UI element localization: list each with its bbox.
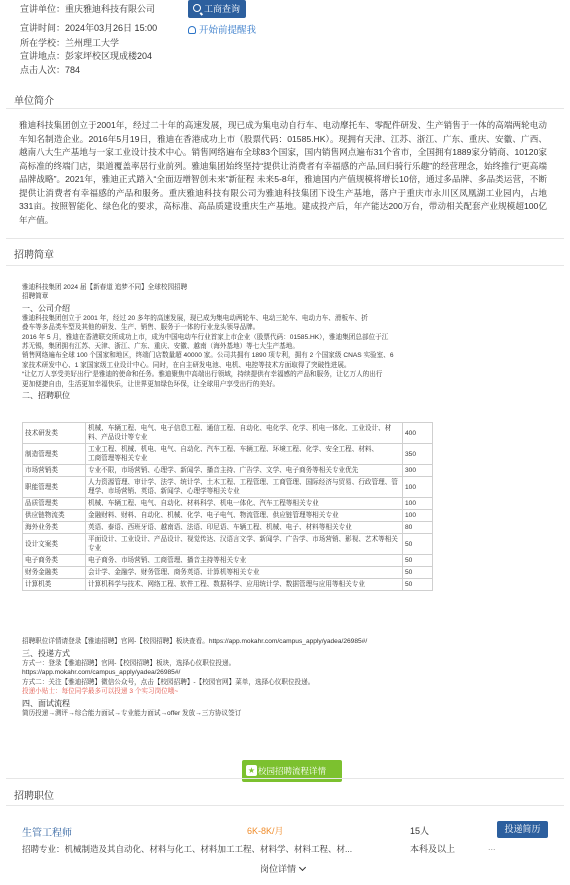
brochure-subheading: 招聘简章 — [22, 293, 49, 301]
clicks-row — [20, 64, 80, 76]
table-row — [23, 477, 433, 498]
brochure-text: 销售网络遍布全球 100 个国家和地区，终端门店数量超 40000 家。公司共拥有 1890 项专利，拥有 2 个国家级 CNAS 实验室、6 — [22, 352, 394, 360]
position-headcount: 100 — [403, 510, 433, 522]
table-row — [23, 579, 433, 591]
recruitment-brochure — [22, 283, 552, 401]
search-icon — [193, 4, 201, 12]
position-headcount: 100 — [403, 498, 433, 510]
position-headcount: 50 — [403, 567, 433, 579]
divider — [6, 238, 564, 239]
brochure-text: 招聘职位详情请登录【雅迪招聘】官网-【校园招聘】板块查看。https://app.mokahr.com/campus_apply/yadea/26985#/ — [22, 638, 368, 645]
position-category: 电子商务类 — [23, 555, 86, 567]
table-row — [23, 444, 433, 465]
chevron-down-icon — [299, 864, 306, 871]
submit-resume-button[interactable]: 投递简历 — [497, 821, 548, 838]
brochure-section-3-title: 三、投递方式 — [22, 648, 70, 658]
time-row — [20, 22, 157, 34]
remind-label: 开始前提醒我 — [199, 25, 257, 36]
position-headcount: 350 — [403, 444, 433, 465]
business-query-button[interactable] — [188, 0, 246, 18]
clicks-value: 784 — [65, 65, 81, 75]
position-headcount: 80 — [403, 522, 433, 534]
position-headcount: 400 — [403, 423, 433, 444]
table-row — [23, 534, 433, 555]
company-intro-text: 雅迪科技集团创立于2001年，经过二十年的高速发展，现已成为集电动自行车、电动摩托车、零配件研发、生产销售于一体的高端两轮电动车知名制造企业。2016年5月19日，雅迪在香港成功上市（股票代码：01585.HK）。现拥有天津、江苏、浙江、广东、重庆、安徽、广西、越南八大生产基地与一家工业设计技术中心。销售网络遍布全球83个国家，国内销售网点遍布31个省市，全国拥有1889家分销商、10120家高标准的终端门店，渠道覆盖率居行业前列。雅迪集团始终坚持“提供让消费者有幸福感的产品,回归骑行乐趣”的经营理念，始终推行“更高端品牌战略”。2021年，雅迪正式踏入“全面迈增智创未来”新征程 未来5-8年，雅迪国内产值规模将增长10倍，通过多品牌、多品类运营，不断提供让消费者有幸福感的产品和服务。重庆雅迪科技有限公司为雅迪科技集团下设生产基地，落户于重庆市永川区凤凰湖工业园内，占地331亩。按照智能化、绿色化的要求，高标准、高品质建设重庆生产基地。建成投产后，年产能达200万台，带动相关配套产业规模超100亿年产值。 — [19, 120, 547, 225]
unit-label: 宣讲单位： — [20, 4, 66, 14]
position-category: 职能管理类 — [23, 477, 86, 498]
position-category: 设计文案类 — [23, 534, 86, 555]
place-label: 宣讲地点： — [20, 51, 66, 61]
brochure-text: 方式一：登录【雅迪招聘】官网-【校园招聘】板块，选择心仪职位投递。 — [22, 659, 236, 667]
divider — [6, 108, 564, 109]
place-row — [20, 50, 152, 62]
brochure-text: 简历投递→测评→综合能力面试→专业能力面试→offer 发放→三方协议签订 — [22, 709, 242, 717]
place-value: 彭家坪校区现成楼204 — [65, 51, 153, 61]
brochure-link[interactable]: https://app.mokahr.com/campus_apply/yadea/26985#/ — [22, 669, 181, 677]
position-majors: 会计学、金融学、财务管理、商务英语、计算机等相关专业 — [86, 567, 403, 579]
unit-value: 重庆雅迪科技有限公司 — [65, 4, 156, 14]
campus-process-label: 校园招聘流程详情 — [258, 766, 327, 776]
position-category: 技术研发类 — [23, 423, 86, 444]
position-majors: 电子商务、市场营销、工商管理、播音主持等相关专业 — [86, 555, 403, 567]
position-majors: 计算机科学与技术、网络工程、软件工程、数据科学、应用统计学、数据管理与应用等相关专业 — [86, 579, 403, 591]
remind-link[interactable] — [188, 22, 256, 36]
brochure-text: “让亿万人享受美好出行”是雅迪的使命和任务。雅迪聚焦中高端出行领域，持续提供有幸福感的产品和服务，让亿万人的出行 — [22, 371, 383, 379]
job-detail-toggle[interactable] — [260, 862, 305, 875]
divider — [6, 265, 564, 266]
brochure-section-title: 招聘简章 — [14, 250, 54, 261]
unit-row — [20, 3, 155, 15]
brochure-tip: 投递小贴士：每位同学最多可以投递 3 个实习岗位哦~ — [22, 688, 179, 696]
position-majors: 专业不限，市场营销、心理学、新闻学、播音主持、广告学、文学、电子商务等相关专业优先 — [86, 465, 403, 477]
brochure-text: 家技术研发中心、1 家国家级工业设计中心。同时，在自主研发电池、电机、电控等技术方面取得了突破性进展。 — [22, 361, 351, 369]
brochure-text: 2016 年 5 月，雅迪在香港联交所成功上市，成为中国电动车行业首家上市企业（股票代码：01585.HK），雅迪集团总部位于江 — [22, 333, 389, 341]
position-headcount: 100 — [403, 477, 433, 498]
table-row — [23, 555, 433, 567]
positions-section-title: 招聘职位 — [14, 791, 54, 802]
job-majors: 招聘专业：机械制造及其自动化、材料与化工、材料加工工程、材料学、材料工程、材... — [22, 844, 353, 854]
job-title-link[interactable]: 生管工程师 — [22, 828, 72, 839]
job-headcount: 15人 — [410, 826, 430, 836]
position-majors: 人力资源管理、审计学、法学、统计学、土木工程、工程管理、工商管理、国际经济与贸易、行政管理、管理学、市场营销、英语、新闻学、心理学等相关专业 — [86, 477, 403, 498]
position-category: 供应链物流类 — [23, 510, 86, 522]
brochure-text: 更加便捷自由，生活更加幸福快乐，让世界更加绿色环保，让全球用户享受出行的美好。 — [22, 380, 280, 388]
position-headcount: 50 — [403, 579, 433, 591]
school-row — [20, 37, 119, 49]
position-majors: 平面设计、工业设计、产品设计、视觉传达、汉语言文学、新闻学、广告学、市场营销、影视、艺术等相关专业 — [86, 534, 403, 555]
position-category: 海外业务类 — [23, 522, 86, 534]
job-education: 本科及以上 — [410, 844, 456, 854]
position-majors: 机械、车辆工程、电气、电子信息工程、通信工程、自动化、电化学、化学、机电一体化、工业设计、材料、产品设计等专业 — [86, 423, 403, 444]
positions-table — [22, 422, 433, 591]
position-category: 制造管理类 — [23, 444, 86, 465]
position-category: 财务金融类 — [23, 567, 86, 579]
brochure-text: 雅迪科技集团创立于 2001 年，经过 20 多年的高速发展，现已成为集电动两轮车、电动三轮车、电动力车、滑板车、折 — [22, 314, 368, 322]
position-category: 市场营销类 — [23, 465, 86, 477]
brochure-text: 叠车等多品类车型及其他的研发、生产、销售、服务于一体的行业龙头领导品牌。 — [22, 324, 260, 332]
time-value: 2024年03月26日 15:00 — [65, 23, 158, 33]
brochure-text: 方式二：关注【雅迪招聘】微信公众号，点击【校园招聘】-【校园官网】菜单，选择心仪职位投递。 — [22, 678, 315, 686]
clicks-label: 点击人次： — [20, 65, 66, 75]
position-majors: 机械、车辆工程、电气、自动化、材料科学、机电一体化、汽车工程等相关专业 — [86, 498, 403, 510]
brochure-section-1-title: 一、公司介绍 — [22, 303, 70, 313]
time-label: 宣讲时间： — [20, 23, 66, 33]
intro-section-title: 单位简介 — [14, 96, 54, 107]
job-salary: 6K-8K/月 — [247, 826, 284, 836]
position-majors: 英语、泰语、西班牙语、越南语、法语、印尼语、车辆工程、机械、电子、材料等相关专业 — [86, 522, 403, 534]
school-label: 所在学校： — [20, 38, 66, 48]
position-headcount: 50 — [403, 555, 433, 567]
position-category: 品质管理类 — [23, 498, 86, 510]
position-majors: 金融财料、财料、自动化、机械、化学、电子电气、物流管理、供应链管理等相关专业 — [86, 510, 403, 522]
position-majors: 工业工程、机械、机电、电气、自动化、汽车工程、车辆工程、环境工程、化学、安全工程、材料、 工商管理等相关专业 — [86, 444, 403, 465]
table-row — [23, 498, 433, 510]
school-value: 兰州理工大学 — [65, 38, 120, 48]
table-row — [23, 510, 433, 522]
business-query-label: 工商查询 — [204, 4, 241, 14]
star-icon: ★ — [247, 766, 256, 775]
divider — [6, 778, 564, 779]
table-row — [23, 423, 433, 444]
table-row — [23, 522, 433, 534]
position-headcount: 300 — [403, 465, 433, 477]
brochure-section-2-title: 二、招聘职位 — [22, 391, 70, 401]
brochure-section-4-title: 四、面试流程 — [22, 698, 70, 708]
brochure-bottom — [22, 637, 552, 719]
divider — [6, 805, 564, 806]
brochure-heading: 雅迪科技集团 2024 届【新春道 追梦不同】全球校园招聘 — [22, 284, 188, 291]
position-category: 计算机类 — [23, 579, 86, 591]
table-row — [23, 567, 433, 579]
position-headcount: 50 — [403, 534, 433, 555]
bell-icon — [188, 26, 196, 34]
brochure-text: 苏无锡，集团拥有江苏、天津、浙江、广东、重庆、安徽、越南（海外基地）等七大生产基地。 — [22, 343, 299, 351]
job-more: ... — [488, 842, 496, 852]
job-detail-label: 岗位详情 — [260, 864, 297, 874]
table-row — [23, 465, 433, 477]
